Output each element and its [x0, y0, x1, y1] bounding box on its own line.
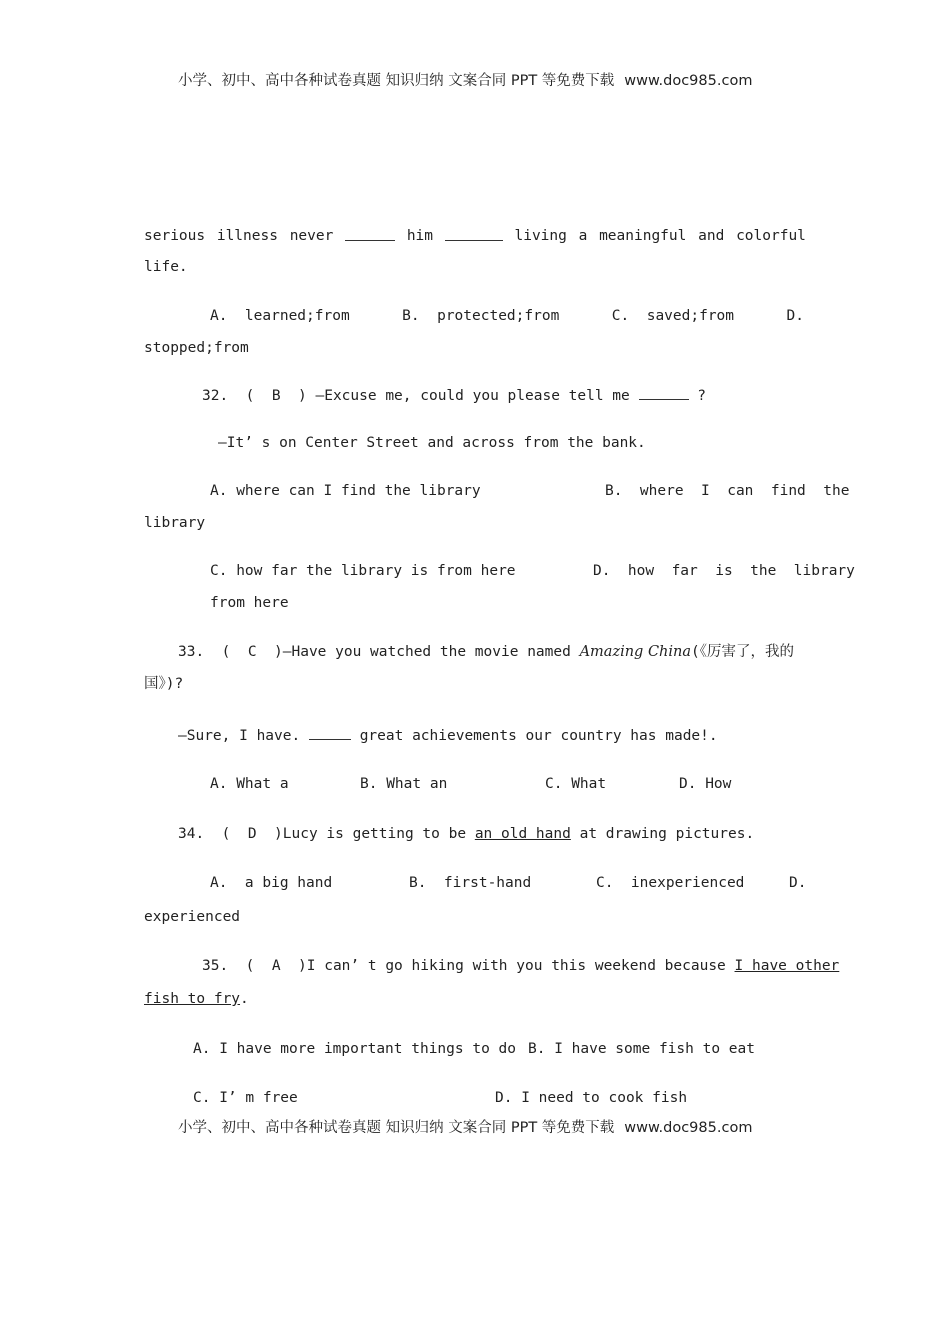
q35-option-c: C. I’ m free	[193, 1090, 298, 1106]
q35-stem-text: 35. ( A )I can’ t go hiking with you this weekend because	[202, 958, 726, 974]
q33-option-b: B. What an	[360, 776, 448, 792]
q31-word: meaningful	[599, 228, 687, 244]
q31-word: and	[698, 228, 725, 244]
q35-option-a: A. I have more important things to do	[193, 1041, 517, 1057]
q33-stem	[178, 642, 794, 662]
q32-option-a: A. where can I find the library	[210, 483, 481, 499]
q31-word: him	[406, 228, 434, 244]
footer-url: www.doc985.com	[624, 1120, 753, 1136]
q33-option-d: D. How	[679, 776, 732, 792]
q34-option-c: C. inexperienced	[596, 875, 745, 891]
q31-word: illness	[216, 228, 278, 244]
q31-option-a: A. learned;from	[210, 308, 350, 324]
page-footer	[178, 1116, 818, 1137]
q31-option-d: D.	[786, 308, 804, 324]
header-text: 小学、初中、高中各种试卷真题 知识归纳 文案合同 PPT 等免费下载	[178, 73, 615, 89]
q35-stem	[202, 956, 839, 976]
q32-stem	[202, 385, 706, 406]
q34-option-d: D.	[789, 875, 807, 891]
q33-reply	[178, 725, 718, 746]
q35-option-b: B. I have some fish to eat	[528, 1041, 755, 1057]
q32-option-c: C. how far the library is from here	[210, 563, 516, 579]
q33-stem-line2: 国》)?	[144, 676, 184, 692]
q32-option-b-cont: library	[144, 515, 206, 531]
answer-blank	[309, 725, 351, 740]
q35-stem-line2	[144, 989, 249, 1009]
q33-reply-rest: great achievements our country has made!.	[359, 728, 718, 744]
q34-option-b: B. first-hand	[409, 875, 532, 891]
q32-reply: —It’ s on Center Street and across from the bank.	[218, 435, 646, 451]
q35-underlined-phrase-cont: fish to fry	[144, 991, 241, 1007]
q33-stem-cn: (《厉害了，我的	[691, 644, 794, 660]
q34-option-d-cont: experienced	[144, 909, 241, 925]
q31-word: colorful	[736, 228, 806, 244]
header-url: www.doc985.com	[624, 73, 753, 89]
q32-stem-text: 32. ( B ) —Excuse me, could you please tell me	[202, 388, 630, 404]
q31-stem-line2: life.	[144, 259, 188, 275]
q32-option-d-cont: from here	[210, 595, 289, 611]
q31-stem-line1	[144, 226, 806, 246]
q35-stem-end: .	[240, 991, 249, 1007]
q32-option-d: D. how far is the library	[593, 563, 855, 579]
answer-blank	[345, 226, 395, 241]
q31-word: a	[578, 228, 588, 244]
q34-underlined-phrase: an old hand	[474, 826, 571, 842]
q35-underlined-phrase: I have other	[734, 958, 840, 974]
q34-stem	[178, 824, 754, 844]
q31-option-d-cont: stopped;from	[144, 340, 249, 356]
q34-stem-rest: at drawing pictures.	[579, 826, 755, 842]
q34-option-a: A. a big hand	[210, 875, 333, 891]
footer-text: 小学、初中、高中各种试卷真题 知识归纳 文案合同 PPT 等免费下载	[178, 1120, 615, 1136]
q33-stem-text: 33. ( C )—Have you watched the movie named	[178, 644, 571, 660]
q33-reply-text: —Sure, I have.	[178, 728, 301, 744]
q31-option-c: C. saved;from	[611, 308, 735, 324]
q32-option-b: B. where I can find the	[605, 483, 850, 499]
q33-option-c: C. What	[545, 776, 607, 792]
q31-option-b: B. protected;from	[402, 308, 560, 324]
q31-word: serious	[144, 228, 206, 244]
q31-options	[210, 306, 804, 326]
q33-movie-title: Amazing China	[579, 644, 692, 660]
q35-option-d: D. I need to cook fish	[495, 1090, 688, 1106]
q34-stem-text: 34. ( D )Lucy is getting to be	[178, 826, 467, 842]
answer-blank	[445, 226, 503, 241]
q32-stem-end: ?	[697, 388, 706, 404]
page-header	[178, 69, 818, 90]
q33-option-a: A. What a	[210, 776, 289, 792]
q31-word: never	[289, 228, 334, 244]
answer-blank	[639, 385, 689, 400]
q31-word: living	[514, 228, 567, 244]
